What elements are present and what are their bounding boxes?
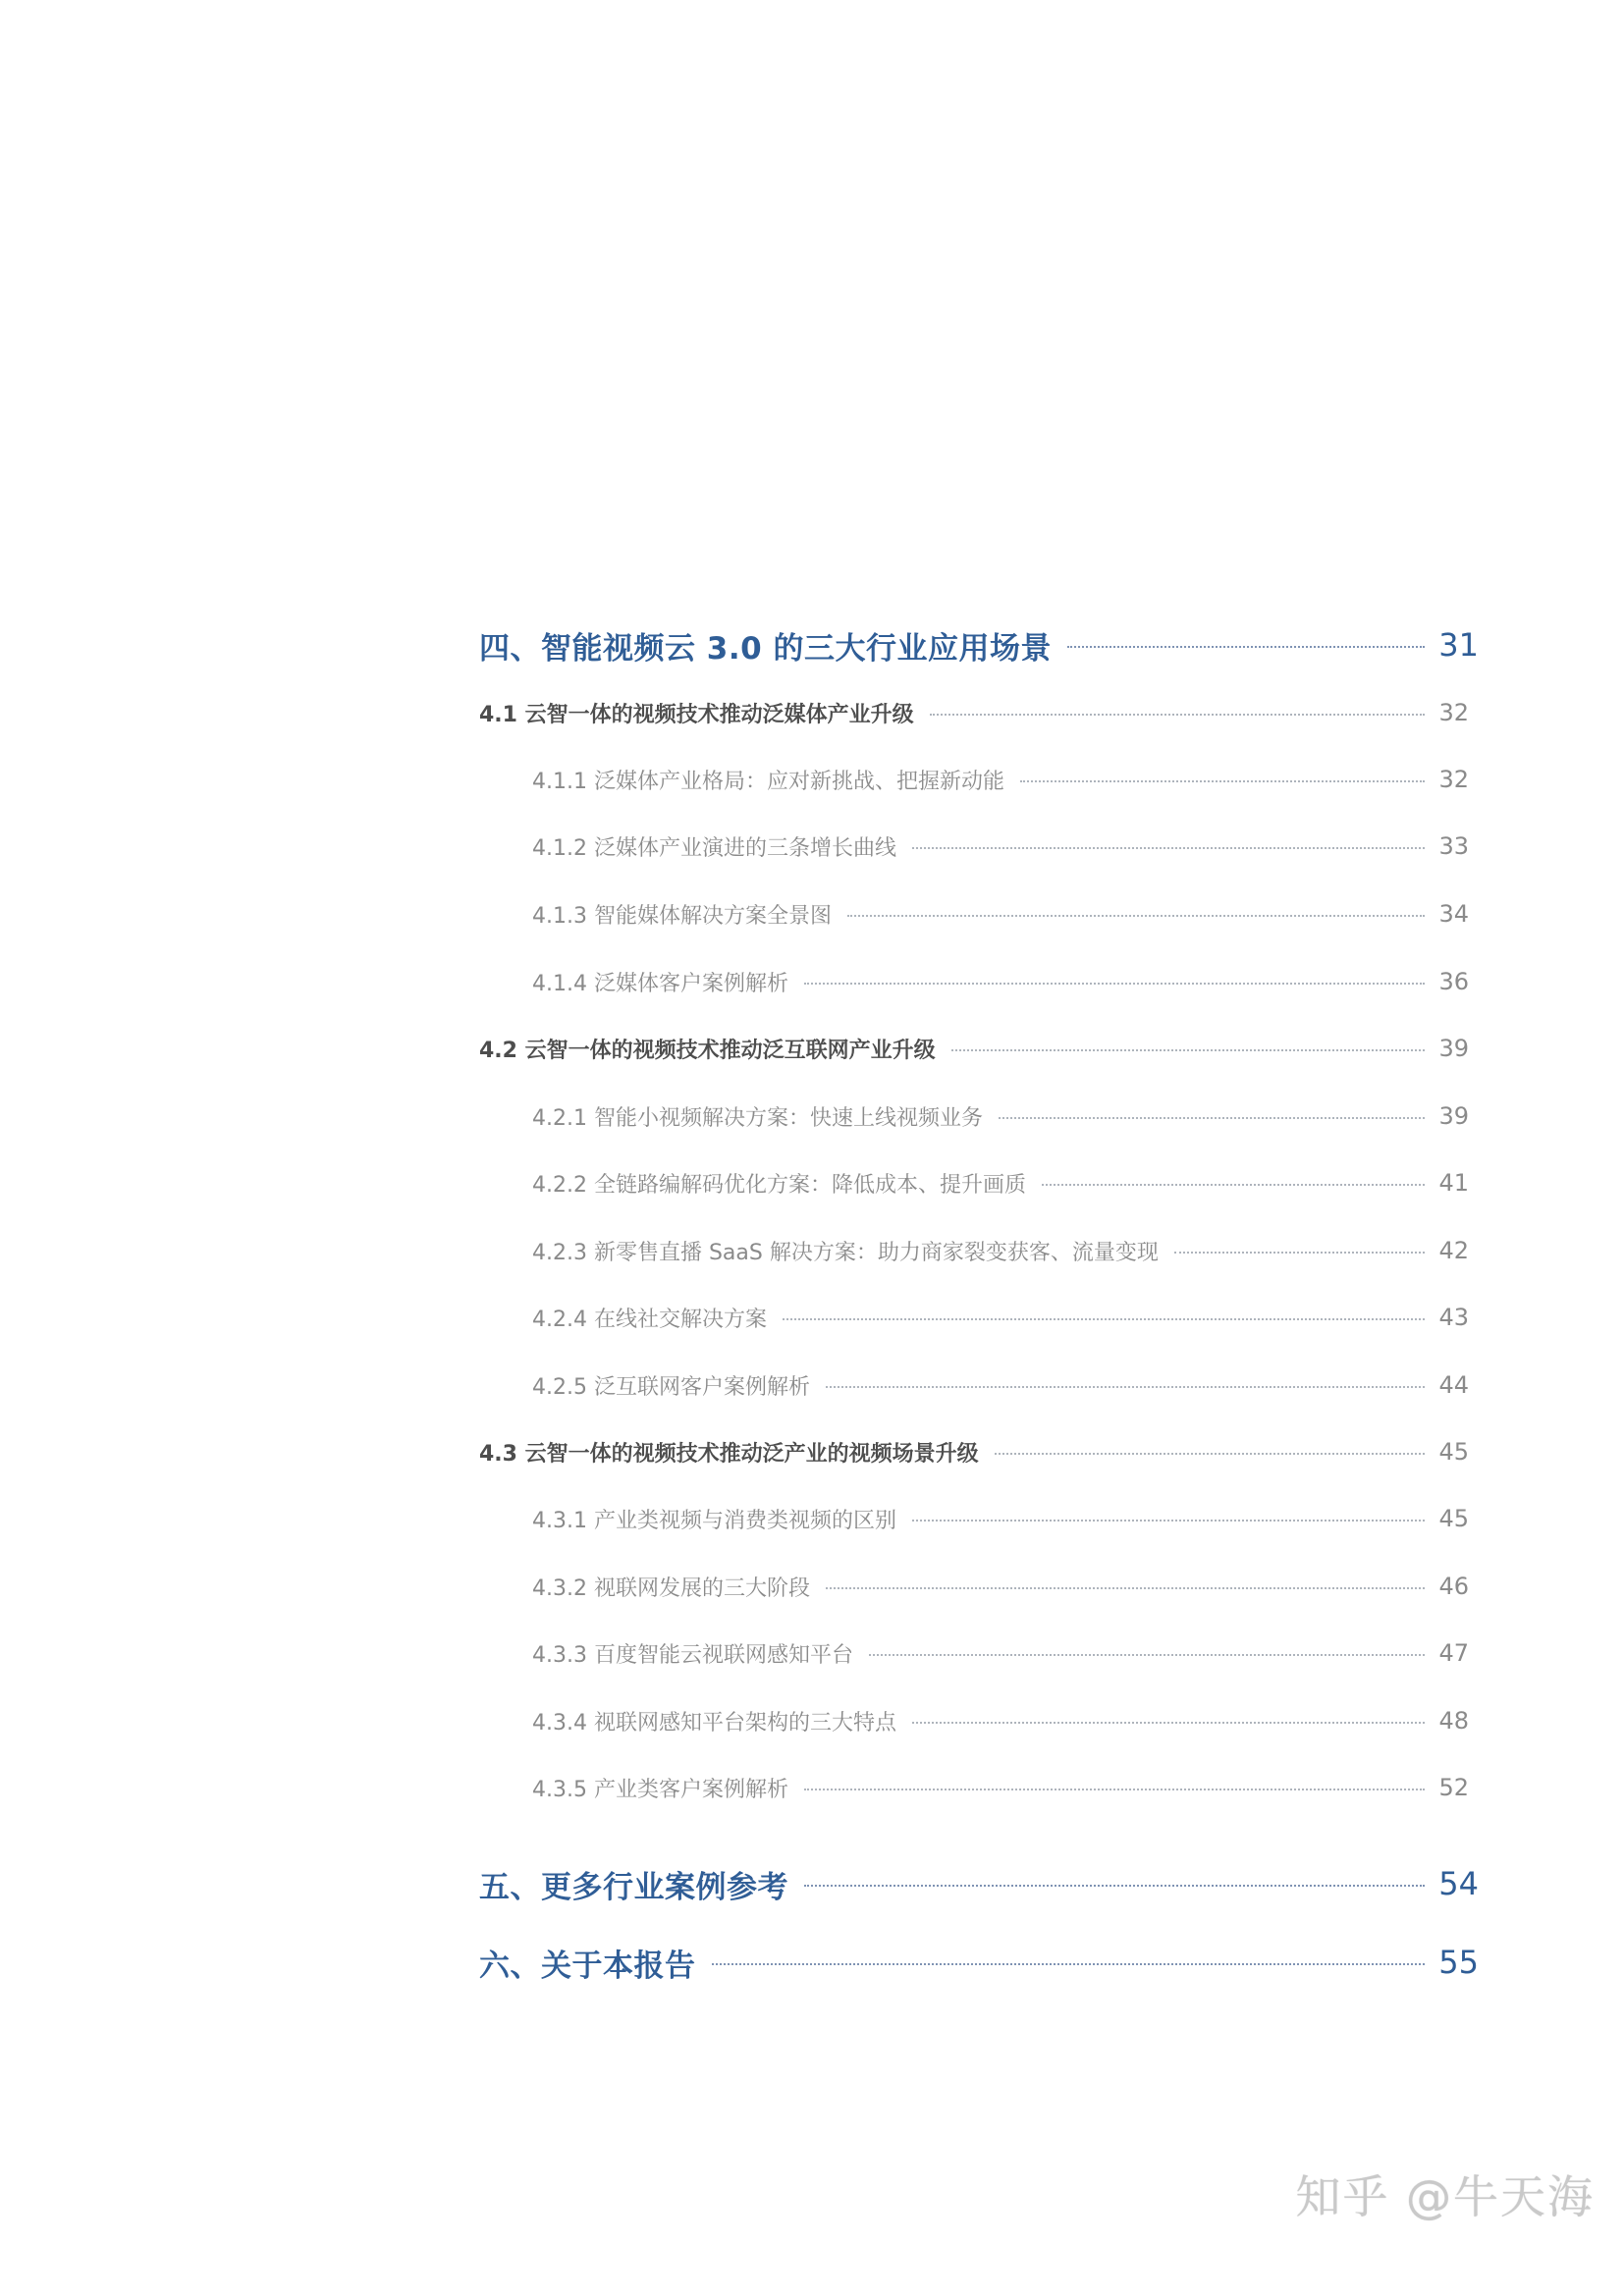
toc-entry-title: 4.1.1 泛媒体产业格局：应对新挑战、把握新动能 [532,769,1004,794]
toc-subsection-4-1-1[interactable] [532,760,1469,799]
toc-entry-page: 32 [1438,766,1469,793]
toc-entry-page: 41 [1438,1169,1469,1197]
toc-subsection-4-3-5[interactable] [532,1768,1469,1807]
dot-leader [826,1587,1425,1589]
toc-entry-page: 43 [1438,1304,1469,1331]
toc-entry-title: 五、更多行业案例参考 [479,1869,788,1905]
dot-leader [847,915,1425,917]
toc-entry-title: 4.1.3 智能媒体解决方案全景图 [532,903,832,929]
dot-leader [912,1722,1425,1724]
dot-leader [869,1654,1425,1656]
toc-subsection-4-2-5[interactable] [532,1365,1469,1405]
dot-leader [930,714,1426,716]
toc-section-4-1[interactable] [479,693,1469,732]
toc-entry-title: 4.2.5 泛互联网客户案例解析 [532,1374,810,1400]
toc-entry-page: 39 [1438,1035,1469,1062]
toc-entry-page: 33 [1438,832,1469,860]
toc-entry-page: 44 [1438,1371,1469,1399]
toc-subsection-4-2-2[interactable] [532,1163,1469,1202]
toc-subsection-4-1-4[interactable] [532,962,1469,1001]
toc-entry-page: 52 [1438,1774,1469,1801]
toc-entry-title: 4.3.4 视联网感知平台架构的三大特点 [532,1710,896,1735]
toc-entry-title: 4.2.4 在线社交解决方案 [532,1307,767,1332]
toc-entry-title: 4.2.3 新零售直播 SaaS 解决方案：助力商家裂变获客、流量变现 [532,1240,1159,1265]
toc-chapter-6[interactable] [479,1938,1479,1987]
toc-subsection-4-3-4[interactable] [532,1701,1469,1740]
toc-entry-page: 34 [1438,900,1469,928]
toc-entry-title: 4.2.2 全链路编解码优化方案：降低成本、提升画质 [532,1172,1026,1198]
dot-leader [712,1963,1426,1965]
dot-leader [804,1885,1425,1887]
toc-subsection-4-2-1[interactable] [532,1096,1469,1136]
toc-entry-page: 54 [1438,1865,1479,1902]
dot-leader [999,1117,1425,1119]
toc-entry-page: 46 [1438,1573,1469,1600]
toc-entry-page: 55 [1438,1944,1479,1981]
toc-entry-page: 45 [1438,1505,1469,1532]
toc-entry-title: 4.1.4 泛媒体客户案例解析 [532,971,788,996]
dot-leader [912,847,1425,849]
dot-leader [1042,1184,1425,1186]
toc-entry-page: 31 [1438,626,1479,664]
dot-leader [783,1318,1425,1320]
toc-entry-title: 六、关于本报告 [479,1948,696,1984]
dot-leader [804,983,1425,985]
toc-subsection-4-1-2[interactable] [532,827,1469,866]
watermark: 知乎 @牛天海 [1295,2170,1595,2223]
toc-entry-title: 4.2.1 智能小视频解决方案：快速上线视频业务 [532,1105,983,1131]
toc-chapter-4[interactable] [479,620,1479,669]
toc-subsection-4-2-3[interactable] [532,1231,1469,1270]
toc-entry-page: 36 [1438,968,1469,995]
dot-leader [951,1049,1426,1051]
toc-subsection-4-3-3[interactable] [532,1633,1469,1673]
toc-subsection-4-1-3[interactable] [532,894,1469,934]
dot-leader [1067,646,1425,648]
toc-entry-title: 4.3 云智一体的视频技术推动泛产业的视频场景升级 [479,1441,979,1467]
toc-entry-page: 45 [1438,1438,1469,1466]
dot-leader [804,1789,1425,1790]
dot-leader [912,1520,1425,1522]
toc-entry-title: 4.3.5 产业类客户案例解析 [532,1777,788,1802]
toc-entry-title: 4.3.3 百度智能云视联网感知平台 [532,1642,853,1668]
dot-leader [995,1453,1426,1455]
toc-chapter-5[interactable] [479,1859,1479,1908]
toc-entry-title: 四、智能视频云 3.0 的三大行业应用场景 [479,630,1052,667]
toc-entry-title: 4.1.2 泛媒体产业演进的三条增长曲线 [532,835,896,861]
toc-entry-page: 32 [1438,699,1469,726]
toc-entry-title: 4.3.2 视联网发展的三大阶段 [532,1575,810,1601]
toc-entry-page: 39 [1438,1102,1469,1130]
dot-leader [826,1386,1425,1388]
toc-entry-title: 4.3.1 产业类视频与消费类视频的区别 [532,1508,896,1533]
toc-section-4-3[interactable] [479,1432,1469,1471]
toc-entry-title: 4.1 云智一体的视频技术推动泛媒体产业升级 [479,702,914,727]
toc-subsection-4-2-4[interactable] [532,1298,1469,1337]
toc-entry-page: 48 [1438,1707,1469,1735]
toc-subsection-4-3-2[interactable] [532,1567,1469,1606]
toc-subsection-4-3-1[interactable] [532,1499,1469,1538]
toc-section-4-2[interactable] [479,1029,1469,1068]
toc-entry-page: 47 [1438,1639,1469,1667]
dot-leader [1020,780,1425,782]
toc-entry-page: 42 [1438,1237,1469,1264]
dot-leader [1174,1252,1426,1254]
toc-entry-title: 4.2 云智一体的视频技术推动泛互联网产业升级 [479,1038,936,1063]
